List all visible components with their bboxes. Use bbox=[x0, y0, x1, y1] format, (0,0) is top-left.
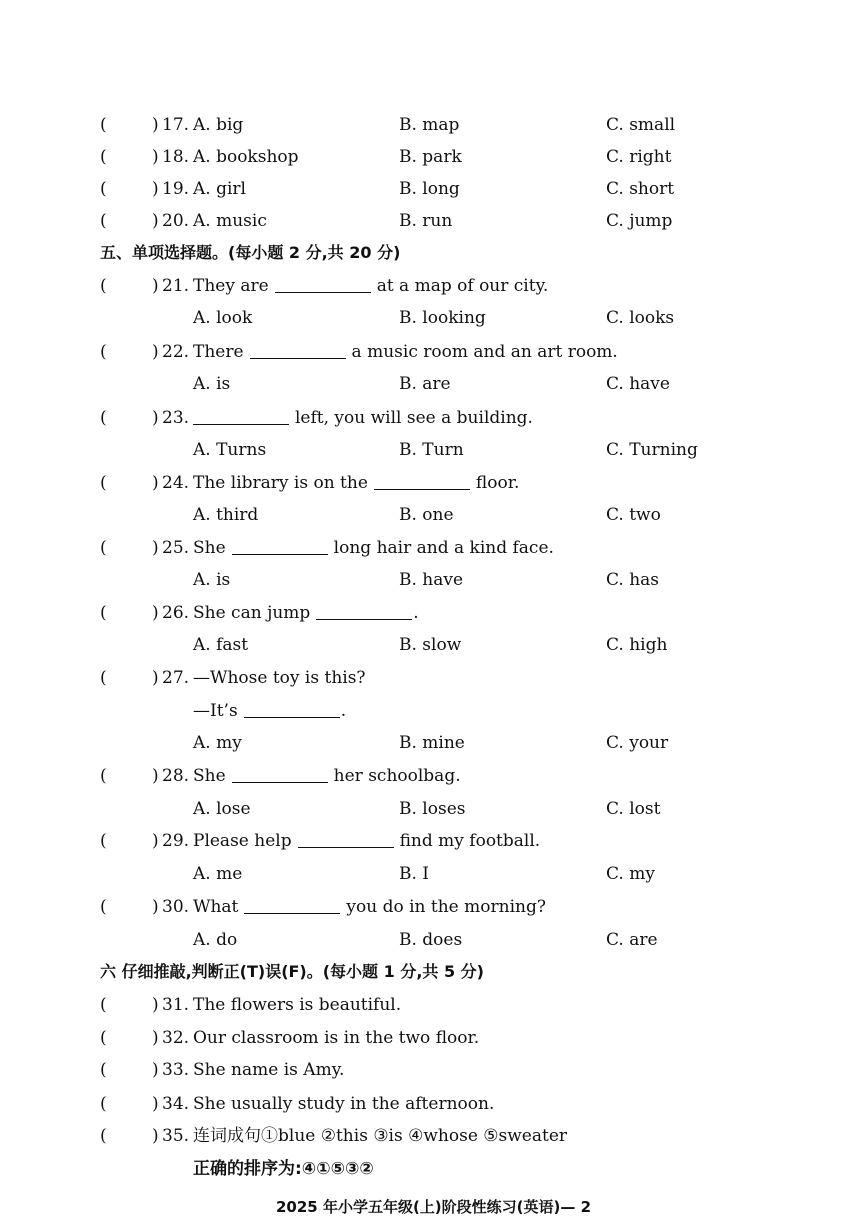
fill-blank[interactable] bbox=[250, 340, 346, 359]
question-number: 25. bbox=[162, 538, 190, 558]
option-c: C. lost bbox=[606, 799, 661, 819]
option-c: C. jump bbox=[606, 211, 673, 231]
question-stem bbox=[193, 698, 346, 724]
answer-paren-close: ) bbox=[152, 603, 159, 623]
question-stem bbox=[193, 535, 554, 561]
option-b: B. mine bbox=[399, 733, 465, 753]
question-stem bbox=[193, 273, 548, 299]
question-stem bbox=[193, 894, 546, 920]
stem-after: at a map of our city. bbox=[376, 276, 549, 296]
answer-paren-close: ) bbox=[152, 115, 159, 135]
answer-paren-open[interactable]: ( bbox=[100, 1094, 107, 1114]
question-stem: 连词成句①blue ②this ③is ④whose ⑤sweater bbox=[193, 1126, 568, 1146]
answer-paren-open[interactable]: ( bbox=[100, 276, 107, 296]
section-title: 五、单项选择题。(每小题 2 分,共 20 分) bbox=[100, 243, 401, 262]
question-22 bbox=[0, 339, 867, 365]
option-c: C. Turning bbox=[606, 440, 698, 460]
fill-blank[interactable] bbox=[316, 601, 412, 620]
option-b: B. Turn bbox=[399, 440, 464, 460]
question-19 bbox=[0, 176, 867, 202]
stem-after: you do in the morning? bbox=[346, 897, 546, 917]
question-31 bbox=[0, 992, 867, 1018]
answer-paren-close: ) bbox=[152, 831, 159, 851]
question-30-options bbox=[0, 927, 867, 953]
stem-before: She bbox=[193, 538, 226, 558]
question-18 bbox=[0, 144, 867, 170]
stem-before: There bbox=[193, 342, 244, 362]
question-number: 23. bbox=[162, 408, 190, 428]
stem-before: Please help bbox=[193, 831, 292, 851]
option-b: B. long bbox=[399, 179, 460, 199]
question-35 bbox=[0, 1123, 867, 1149]
option-b: B. are bbox=[399, 374, 451, 394]
option-c: C. right bbox=[606, 147, 672, 167]
section-title: 六 仔细推敲,判断正(T)误(F)。(每小题 1 分,共 5 分) bbox=[100, 962, 484, 981]
fill-blank[interactable] bbox=[232, 536, 328, 555]
fill-blank[interactable] bbox=[244, 699, 340, 718]
answer-paren-close: ) bbox=[152, 276, 159, 296]
option-a: A. lose bbox=[193, 799, 251, 819]
answer-paren-open[interactable]: ( bbox=[100, 1028, 107, 1048]
question-24 bbox=[0, 470, 867, 496]
option-a: A. my bbox=[193, 733, 242, 753]
stem-before: They are bbox=[193, 276, 269, 296]
question-20 bbox=[0, 208, 867, 234]
answer-paren-open[interactable]: ( bbox=[100, 1060, 107, 1080]
answer-paren-open[interactable]: ( bbox=[100, 115, 107, 135]
question-stem: She usually study in the afternoon. bbox=[193, 1094, 495, 1114]
section-6-heading bbox=[0, 959, 867, 985]
stem-before: She can jump bbox=[193, 603, 311, 623]
answer-paren-open[interactable]: ( bbox=[100, 147, 107, 167]
word-order-answer: 正确的排序为:④①⑤③② bbox=[193, 1159, 374, 1179]
question-23 bbox=[0, 405, 867, 431]
question-number: 28. bbox=[162, 766, 190, 786]
question-26 bbox=[0, 600, 867, 626]
question-number: 32. bbox=[162, 1028, 190, 1048]
question-number: 24. bbox=[162, 473, 190, 493]
fill-blank[interactable] bbox=[244, 895, 340, 914]
question-30 bbox=[0, 894, 867, 920]
question-stem bbox=[193, 763, 461, 789]
question-number: 33. bbox=[162, 1060, 190, 1080]
question-number: 27. bbox=[162, 668, 190, 688]
stem-after: . bbox=[340, 701, 347, 721]
answer-paren-close: ) bbox=[152, 179, 159, 199]
stem-before: She bbox=[193, 766, 226, 786]
question-29-options bbox=[0, 861, 867, 887]
question-stem bbox=[193, 600, 419, 626]
option-c: C. your bbox=[606, 733, 669, 753]
answer-paren-open[interactable]: ( bbox=[100, 603, 107, 623]
fill-blank[interactable] bbox=[193, 406, 289, 425]
question-stem: She name is Amy. bbox=[193, 1060, 345, 1080]
option-b: B. looking bbox=[399, 308, 486, 328]
question-25 bbox=[0, 535, 867, 561]
stem-after: left, you will see a building. bbox=[295, 408, 533, 428]
option-a: A. Turns bbox=[193, 440, 267, 460]
question-stem: The flowers is beautiful. bbox=[193, 995, 402, 1015]
question-26-options bbox=[0, 632, 867, 658]
question-25-options bbox=[0, 567, 867, 593]
question-27-options bbox=[0, 730, 867, 756]
question-number: 29. bbox=[162, 831, 190, 851]
question-number: 34. bbox=[162, 1094, 190, 1114]
question-stem bbox=[193, 339, 618, 365]
stem-after: a music room and an art room. bbox=[351, 342, 618, 362]
stem-after: find my football. bbox=[399, 831, 541, 851]
answer-paren-open[interactable]: ( bbox=[100, 179, 107, 199]
option-c: C. are bbox=[606, 930, 658, 950]
stem-after: her schoolbag. bbox=[333, 766, 461, 786]
option-b: B. does bbox=[399, 930, 463, 950]
question-28-options bbox=[0, 796, 867, 822]
answer-paren-close: ) bbox=[152, 897, 159, 917]
question-number: 20. bbox=[162, 211, 190, 231]
answer-paren-open[interactable]: ( bbox=[100, 342, 107, 362]
option-c: C. has bbox=[606, 570, 660, 590]
answer-paren-open[interactable]: ( bbox=[100, 538, 107, 558]
option-c: C. high bbox=[606, 635, 668, 655]
question-21 bbox=[0, 273, 867, 299]
option-a: A. do bbox=[193, 930, 238, 950]
answer-paren-close: ) bbox=[152, 473, 159, 493]
option-a: A. is bbox=[193, 570, 231, 590]
option-b: B. run bbox=[399, 211, 453, 231]
answer-paren-close: ) bbox=[152, 668, 159, 688]
answer-paren-close: ) bbox=[152, 1028, 159, 1048]
fill-blank[interactable] bbox=[298, 829, 394, 848]
answer-paren-open[interactable]: ( bbox=[100, 995, 107, 1015]
question-22-options bbox=[0, 371, 867, 397]
answer-paren-close: ) bbox=[152, 1060, 159, 1080]
question-number: 17. bbox=[162, 115, 190, 135]
answer-paren-open[interactable]: ( bbox=[100, 473, 107, 493]
stem-before: What bbox=[193, 897, 239, 917]
question-number: 35. bbox=[162, 1126, 190, 1146]
fill-blank[interactable] bbox=[232, 764, 328, 783]
question-number: 31. bbox=[162, 995, 190, 1015]
answer-paren-open[interactable]: ( bbox=[100, 1126, 107, 1146]
option-a: A. look bbox=[193, 308, 253, 328]
question-32 bbox=[0, 1025, 867, 1051]
question-stem bbox=[193, 405, 533, 431]
option-b: B. map bbox=[399, 115, 460, 135]
option-c: C. have bbox=[606, 374, 670, 394]
option-b: B. have bbox=[399, 570, 464, 590]
question-27 bbox=[0, 665, 867, 691]
answer-paren-close: ) bbox=[152, 211, 159, 231]
option-b: B. loses bbox=[399, 799, 466, 819]
option-a: A. girl bbox=[193, 179, 246, 199]
question-17 bbox=[0, 112, 867, 138]
question-stem: —Whose toy is this? bbox=[193, 668, 366, 688]
option-a: A. bookshop bbox=[193, 147, 299, 167]
question-stem bbox=[193, 470, 519, 496]
question-number: 21. bbox=[162, 276, 190, 296]
option-a: A. fast bbox=[193, 635, 249, 655]
answer-paren-close: ) bbox=[152, 538, 159, 558]
answer-paren-close: ) bbox=[152, 1126, 159, 1146]
question-28 bbox=[0, 763, 867, 789]
option-a: A. me bbox=[193, 864, 243, 884]
question-23-options bbox=[0, 437, 867, 463]
option-c: C. two bbox=[606, 505, 661, 525]
answer-paren-close: ) bbox=[152, 408, 159, 428]
answer-paren-open[interactable]: ( bbox=[100, 408, 107, 428]
option-c: C. looks bbox=[606, 308, 675, 328]
question-29 bbox=[0, 828, 867, 854]
question-24-options bbox=[0, 502, 867, 528]
question-27-reply bbox=[0, 698, 867, 724]
option-c: C. short bbox=[606, 179, 675, 199]
option-a: A. music bbox=[193, 211, 267, 231]
stem-before: —It’s bbox=[193, 701, 238, 721]
question-number: 30. bbox=[162, 897, 190, 917]
answer-paren-open[interactable]: ( bbox=[100, 211, 107, 231]
option-a: A. is bbox=[193, 374, 231, 394]
answer-paren-close: ) bbox=[152, 995, 159, 1015]
option-b: B. park bbox=[399, 147, 462, 167]
answer-paren-open[interactable]: ( bbox=[100, 897, 107, 917]
question-21-options bbox=[0, 305, 867, 331]
answer-paren-open[interactable]: ( bbox=[100, 831, 107, 851]
stem-after: long hair and a kind face. bbox=[333, 538, 554, 558]
option-a: A. third bbox=[193, 505, 259, 525]
stem-after: . bbox=[413, 603, 419, 623]
question-number: 22. bbox=[162, 342, 190, 362]
answer-paren-close: ) bbox=[152, 1094, 159, 1114]
fill-blank[interactable] bbox=[275, 274, 371, 293]
question-number: 18. bbox=[162, 147, 190, 167]
option-b: B. I bbox=[399, 864, 430, 884]
page-footer: 2025 年小学五年级(上)阶段性练习(英语)— 2 bbox=[275, 1198, 592, 1216]
stem-before: The library is on the bbox=[193, 473, 368, 493]
answer-paren-close: ) bbox=[152, 147, 159, 167]
section-5-heading bbox=[0, 240, 867, 266]
option-b: B. slow bbox=[399, 635, 462, 655]
question-stem bbox=[193, 828, 540, 854]
fill-blank[interactable] bbox=[374, 471, 470, 490]
question-33 bbox=[0, 1057, 867, 1083]
option-c: C. my bbox=[606, 864, 655, 884]
answer-paren-open[interactable]: ( bbox=[100, 766, 107, 786]
option-c: C. small bbox=[606, 115, 676, 135]
question-number: 26. bbox=[162, 603, 190, 623]
answer-paren-close: ) bbox=[152, 342, 159, 362]
answer-paren-open[interactable]: ( bbox=[100, 668, 107, 688]
option-a: A. big bbox=[193, 115, 244, 135]
stem-after: floor. bbox=[475, 473, 520, 493]
question-35-answer bbox=[0, 1156, 867, 1182]
answer-paren-close: ) bbox=[152, 766, 159, 786]
question-number: 19. bbox=[162, 179, 190, 199]
option-b: B. one bbox=[399, 505, 454, 525]
question-stem: Our classroom is in the two floor. bbox=[193, 1028, 480, 1048]
question-34 bbox=[0, 1091, 867, 1117]
